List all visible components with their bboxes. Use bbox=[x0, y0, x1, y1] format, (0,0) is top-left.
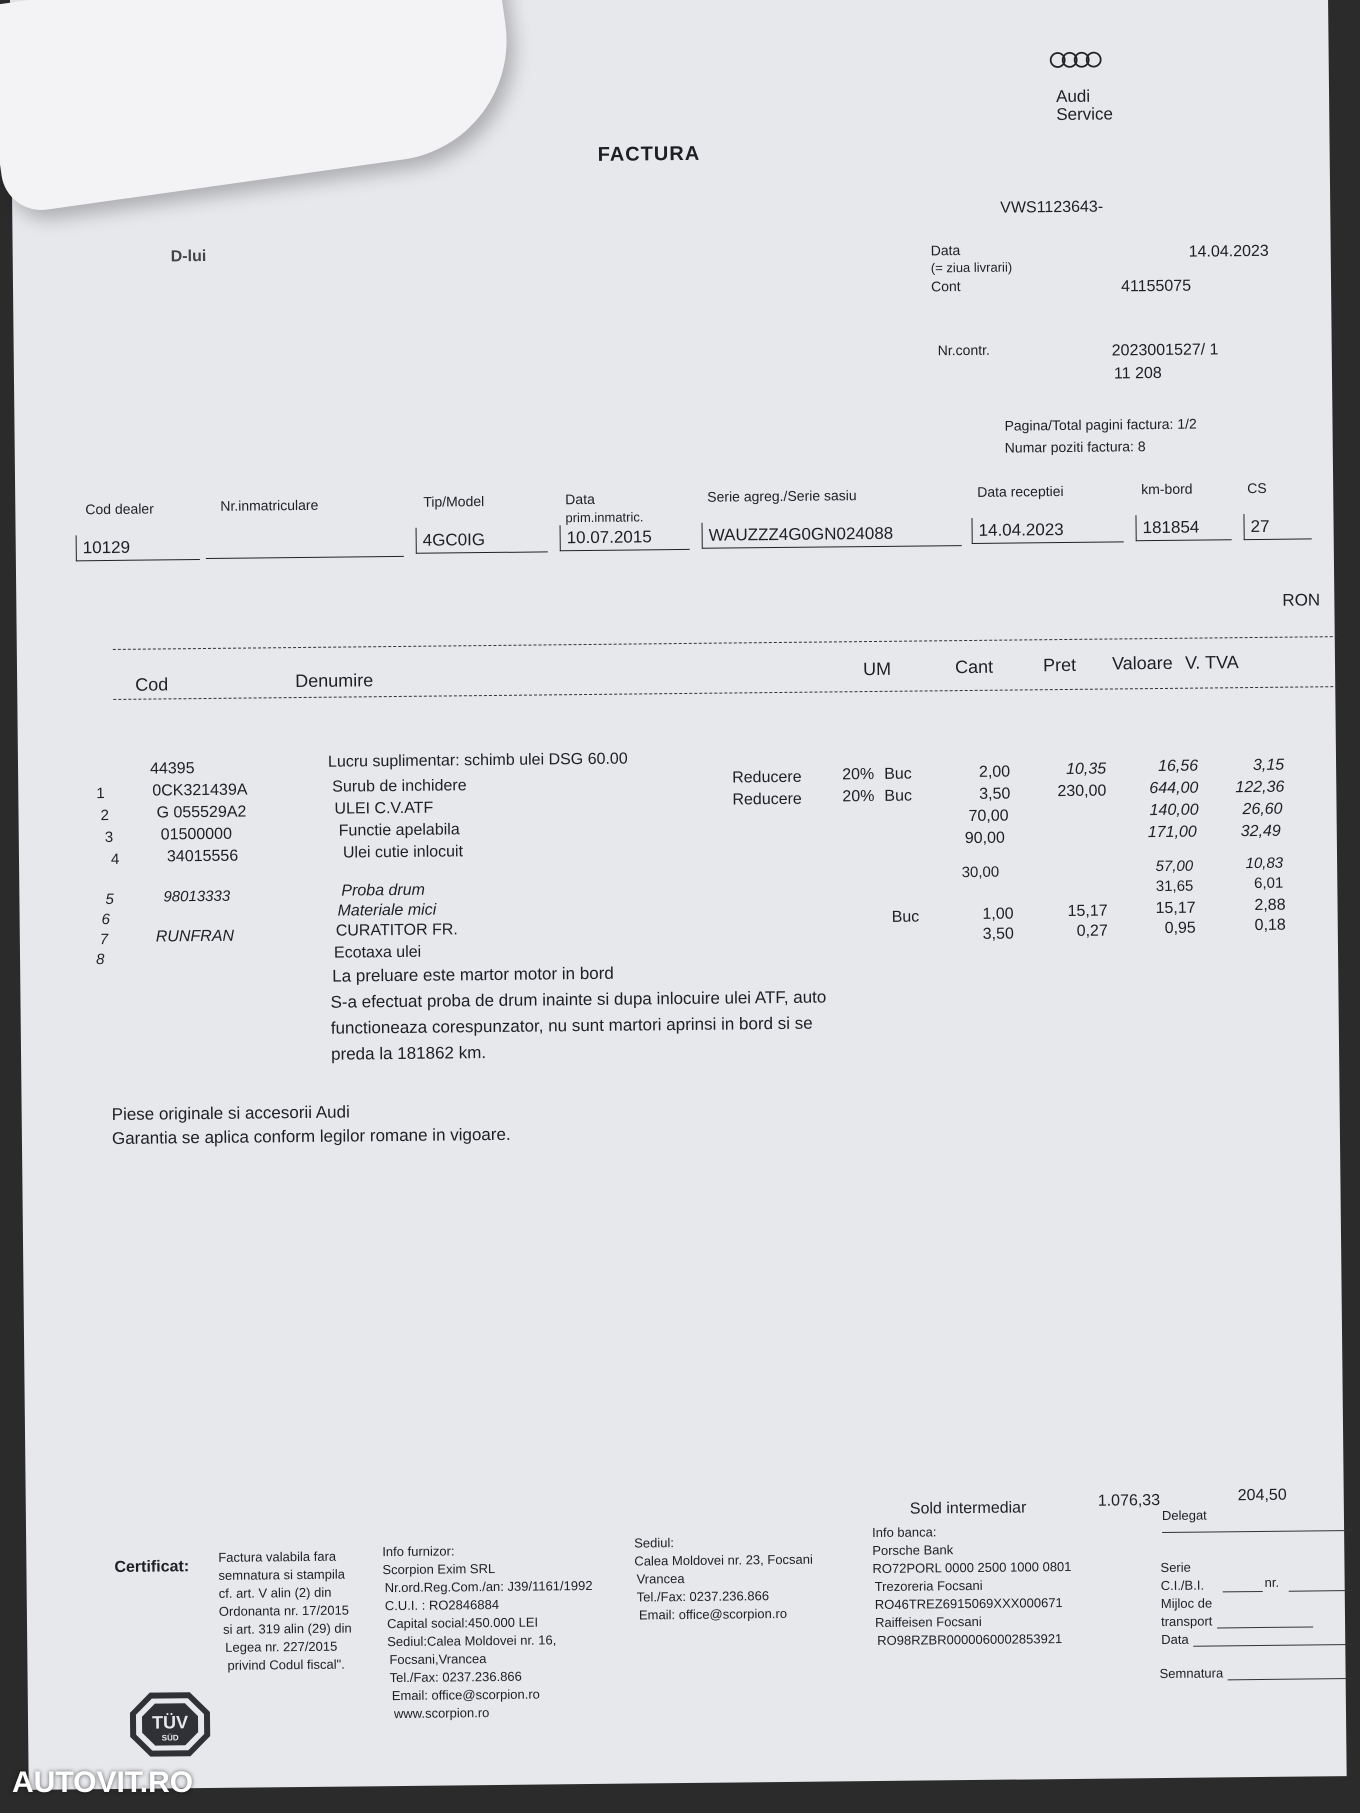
label-cod-dealer: Cod dealer bbox=[85, 500, 154, 518]
totals-valoare: 1.076,33 bbox=[1097, 1492, 1161, 1510]
bank-line: Trezoreria Focsani bbox=[874, 1577, 983, 1595]
col-um: UM bbox=[862, 658, 892, 680]
row-cant: 30,00 bbox=[961, 863, 1000, 882]
row-cant: 90,00 bbox=[964, 829, 1005, 848]
ci-line bbox=[1223, 1591, 1263, 1592]
label-tip-model: Tip/Model bbox=[423, 493, 485, 510]
row-nr: 6 bbox=[101, 911, 111, 929]
label-data-receptiei: Data receptiei bbox=[977, 482, 1064, 500]
cont-value: 41155075 bbox=[1120, 277, 1192, 296]
row-percent: 20% bbox=[842, 765, 875, 784]
row-cant: 70,00 bbox=[968, 807, 1009, 826]
row-denumire: Materiale mici bbox=[337, 901, 437, 920]
cert-line: si art. 319 alin (29) din bbox=[222, 1620, 352, 1637]
row-valoare: 15,17 bbox=[1155, 899, 1196, 918]
contract-value-2: 11 208 bbox=[1113, 364, 1162, 383]
data-label: Data bbox=[1161, 1631, 1189, 1648]
service-code: 44395 bbox=[149, 760, 195, 778]
row-cod: RUNFRAN bbox=[155, 927, 235, 946]
col-cant: Cant bbox=[954, 656, 994, 678]
row-tva: 26,60 bbox=[1242, 800, 1283, 819]
value-nr-inmatriculare bbox=[206, 531, 404, 559]
bank-line: Porsche Bank bbox=[872, 1542, 954, 1559]
hq-line: Email: office@scorpion.ro bbox=[638, 1605, 788, 1623]
row-valoare: 140,00 bbox=[1149, 801, 1199, 820]
bank-line: Raiffeisen Focsani bbox=[874, 1613, 982, 1631]
row-nr: 3 bbox=[104, 828, 114, 847]
cert-line: Ordonanta nr. 17/2015 bbox=[218, 1602, 350, 1619]
note-line: La preluare este martor motor in bord bbox=[332, 963, 614, 986]
bank-line: Info banca: bbox=[872, 1524, 937, 1541]
note-line: functioneaza corespunzator, nu sunt martori aprinsi in bord si se bbox=[330, 1013, 813, 1038]
hq-line: Sediul: bbox=[634, 1535, 675, 1551]
tuv-text: TÜV bbox=[151, 1712, 189, 1733]
footer-line-2: Garantia se aplica conform legilor romane in vigoare. bbox=[111, 1124, 511, 1148]
supplier-line: C.U.I. : RO2846884 bbox=[384, 1596, 500, 1614]
hq-line: Vrancea bbox=[636, 1571, 685, 1587]
supplier-line: Tel./Fax: 0237.236.866 bbox=[389, 1668, 522, 1686]
ci-label: C.I./B.I. bbox=[1160, 1577, 1205, 1594]
row-cant: 2,00 bbox=[978, 763, 1011, 781]
date-value: 14.04.2023 bbox=[1188, 242, 1269, 261]
col-cod: Cod bbox=[135, 674, 169, 695]
date-label: Data bbox=[930, 242, 961, 259]
delegat-line bbox=[1162, 1530, 1354, 1533]
row-reducere: Reducere bbox=[732, 768, 802, 787]
row-denumire: ULEI C.V.ATF bbox=[334, 799, 434, 818]
row-nr: 7 bbox=[99, 931, 109, 949]
row-pret: 230,00 bbox=[1057, 782, 1107, 801]
currency: RON bbox=[1282, 590, 1321, 610]
data-line bbox=[1193, 1644, 1353, 1647]
label-data: Data bbox=[565, 490, 595, 508]
nr-label: nr. bbox=[1264, 1574, 1280, 1590]
totals-tva: 204,50 bbox=[1237, 1486, 1287, 1505]
col-pret: Pret bbox=[1042, 654, 1077, 676]
cert-line: Factura valabila fara bbox=[218, 1548, 337, 1565]
row-tva: 3,15 bbox=[1252, 756, 1285, 775]
supplier-line: Capital social:450.000 LEI bbox=[386, 1614, 539, 1632]
totals-label: Sold intermediar bbox=[909, 1499, 1027, 1518]
supplier-line: Nr.ord.Reg.Com./an: J39/1161/1992 bbox=[384, 1577, 593, 1596]
value-cs: 27 bbox=[1243, 513, 1311, 540]
tuv-sud-logo bbox=[128, 1690, 213, 1759]
cert-line: cf. art. V alin (2) din bbox=[218, 1584, 332, 1601]
row-pret: 15,17 bbox=[1067, 902, 1108, 920]
supplier-line: Sediul:Calea Moldovei nr. 16, bbox=[387, 1632, 557, 1650]
row-denumire: CURATITOR FR. bbox=[335, 921, 458, 940]
row-um: Buc bbox=[884, 787, 913, 805]
row-valoare: 171,00 bbox=[1147, 823, 1197, 842]
row-valoare: 31,65 bbox=[1155, 877, 1194, 896]
row-tva: 32,49 bbox=[1240, 822, 1281, 841]
cert-line: semnatura si stampila bbox=[218, 1566, 346, 1583]
certificat-label: Certificat: bbox=[114, 1558, 190, 1576]
row-nr: 8 bbox=[95, 951, 105, 969]
row-pret: 0,27 bbox=[1076, 922, 1108, 940]
row-valoare: 57,00 bbox=[1155, 857, 1194, 876]
date-sublabel: (= ziua livrarii) bbox=[930, 259, 1013, 276]
row-tva: 6,01 bbox=[1254, 874, 1284, 893]
col-denumire: Denumire bbox=[295, 670, 374, 692]
page-count: Pagina/Total pagini factura: 1/2 bbox=[1004, 415, 1197, 434]
row-cant: 3,50 bbox=[979, 785, 1011, 803]
row-cant: 1,00 bbox=[982, 905, 1014, 923]
footer-line-1: Piese originale si accesorii Audi bbox=[111, 1102, 350, 1124]
brand-name: Audi bbox=[1055, 86, 1091, 107]
row-um: Buc bbox=[884, 765, 912, 783]
value-cod-dealer: 10129 bbox=[76, 534, 200, 561]
invoice-paper bbox=[10, 0, 1347, 1790]
serie-label: Serie bbox=[1160, 1559, 1191, 1576]
col-tva: V. TVA bbox=[1184, 652, 1239, 673]
audi-rings-logo bbox=[1049, 51, 1105, 70]
value-prim-inmatric: 10.07.2015 bbox=[560, 524, 690, 551]
row-denumire: Ulei cutie inlocuit bbox=[342, 843, 464, 862]
service-description: Lucru suplimentar: schimb ulei DSG 60.00 bbox=[327, 750, 628, 771]
transport-label: transport bbox=[1160, 1613, 1213, 1630]
row-um: Buc bbox=[891, 908, 920, 926]
row-tva: 2,88 bbox=[1254, 896, 1286, 915]
document-title: FACTURA bbox=[597, 142, 701, 166]
cert-line: Legea nr. 227/2015 bbox=[225, 1638, 338, 1655]
row-reducere: Reducere bbox=[732, 790, 802, 809]
watermark: AUTOVIT.RO bbox=[12, 1766, 194, 1799]
row-denumire: Ecotaxa ulei bbox=[333, 943, 422, 962]
label-serie: Serie agreg./Serie sasiu bbox=[707, 487, 857, 505]
tuv-sub-text: SÜD bbox=[161, 1733, 179, 1743]
label-prim-inmatric: prim.inmatric. bbox=[565, 509, 644, 526]
row-nr: 4 bbox=[110, 850, 120, 868]
hq-line: Calea Moldovei nr. 23, Focsani bbox=[634, 1551, 813, 1569]
supplier-line: Info furnizor: bbox=[382, 1543, 455, 1560]
row-denumire: Functie apelabila bbox=[338, 821, 460, 840]
row-cod: 98013333 bbox=[163, 887, 231, 906]
cont-label: Cont bbox=[930, 278, 961, 295]
label-cs: CS bbox=[1247, 479, 1267, 497]
row-percent: 20% bbox=[842, 787, 875, 806]
nr-line bbox=[1289, 1590, 1353, 1592]
semnatura-label: Semnatura bbox=[1159, 1665, 1224, 1682]
row-cod: 0CK321439A bbox=[152, 781, 248, 800]
row-cod: 01500000 bbox=[160, 825, 233, 844]
delegat-label: Delegat bbox=[1161, 1507, 1207, 1524]
row-valoare: 16,56 bbox=[1157, 757, 1199, 776]
supplier-line: www.scorpion.ro bbox=[393, 1705, 490, 1722]
invoice-number: VWS1123643- bbox=[1000, 198, 1104, 217]
bank-line: RO72PORL 0000 2500 1000 0801 bbox=[872, 1558, 1072, 1577]
value-serie-sasiu: WAUZZZ4G0GN024088 bbox=[702, 520, 962, 549]
supplier-line: Email: office@scorpion.ro bbox=[391, 1686, 540, 1704]
contract-value-1: 2023001527/ 1 bbox=[1111, 341, 1219, 360]
row-valoare: 644,00 bbox=[1149, 779, 1199, 798]
note-line: S-a efectuat proba de drum inainte si dupa inlocuire ulei ATF, auto bbox=[330, 987, 827, 1012]
table-divider-top bbox=[113, 636, 1338, 650]
row-pret: 10,35 bbox=[1065, 760, 1107, 778]
bank-line: RO98RZBR0000060002853921 bbox=[877, 1631, 1063, 1649]
hq-line: Tel./Fax: 0237.236.866 bbox=[636, 1588, 770, 1605]
brand-sub: Service bbox=[1056, 104, 1114, 125]
contract-label: Nr.contr. bbox=[937, 341, 990, 359]
value-data-receptiei: 14.04.2023 bbox=[971, 516, 1123, 544]
row-nr: 2 bbox=[100, 807, 109, 825]
bank-line: RO46TREZ6915069XXX000671 bbox=[874, 1595, 1063, 1613]
cert-line: privind Codul fiscal". bbox=[227, 1656, 345, 1673]
row-cod: 34015556 bbox=[166, 847, 239, 866]
row-nr: 1 bbox=[96, 785, 105, 803]
supplier-line: Scorpion Exim SRL bbox=[382, 1561, 496, 1578]
row-denumire: Proba drum bbox=[341, 881, 426, 900]
value-tip-model: 4GC0IG bbox=[416, 526, 548, 553]
positions-count: Numar poziti factura: 8 bbox=[1004, 438, 1146, 456]
row-valoare: 0,95 bbox=[1164, 919, 1196, 937]
label-nr-inmatriculare: Nr.inmatriculare bbox=[220, 496, 319, 514]
row-nr: 5 bbox=[105, 890, 114, 909]
col-valoare: Valoare bbox=[1111, 652, 1173, 674]
customer-label: D-lui bbox=[170, 247, 207, 266]
mijloc-label: Mijloc de bbox=[1160, 1595, 1213, 1612]
row-cant: 3,50 bbox=[982, 925, 1014, 943]
transport-line bbox=[1217, 1626, 1313, 1628]
semnatura-line bbox=[1228, 1678, 1352, 1680]
row-cod: G 055529A2 bbox=[156, 803, 247, 822]
supplier-line: Focsani,Vrancea bbox=[389, 1651, 487, 1668]
value-km-bord: 181854 bbox=[1135, 514, 1231, 541]
label-km-bord: km-bord bbox=[1141, 480, 1193, 498]
row-tva: 122,36 bbox=[1235, 778, 1285, 797]
note-line: preda la 181862 km. bbox=[330, 1043, 487, 1064]
row-tva: 10,83 bbox=[1245, 854, 1284, 873]
row-denumire: Surub de inchidere bbox=[332, 777, 467, 796]
row-tva: 0,18 bbox=[1254, 916, 1286, 935]
